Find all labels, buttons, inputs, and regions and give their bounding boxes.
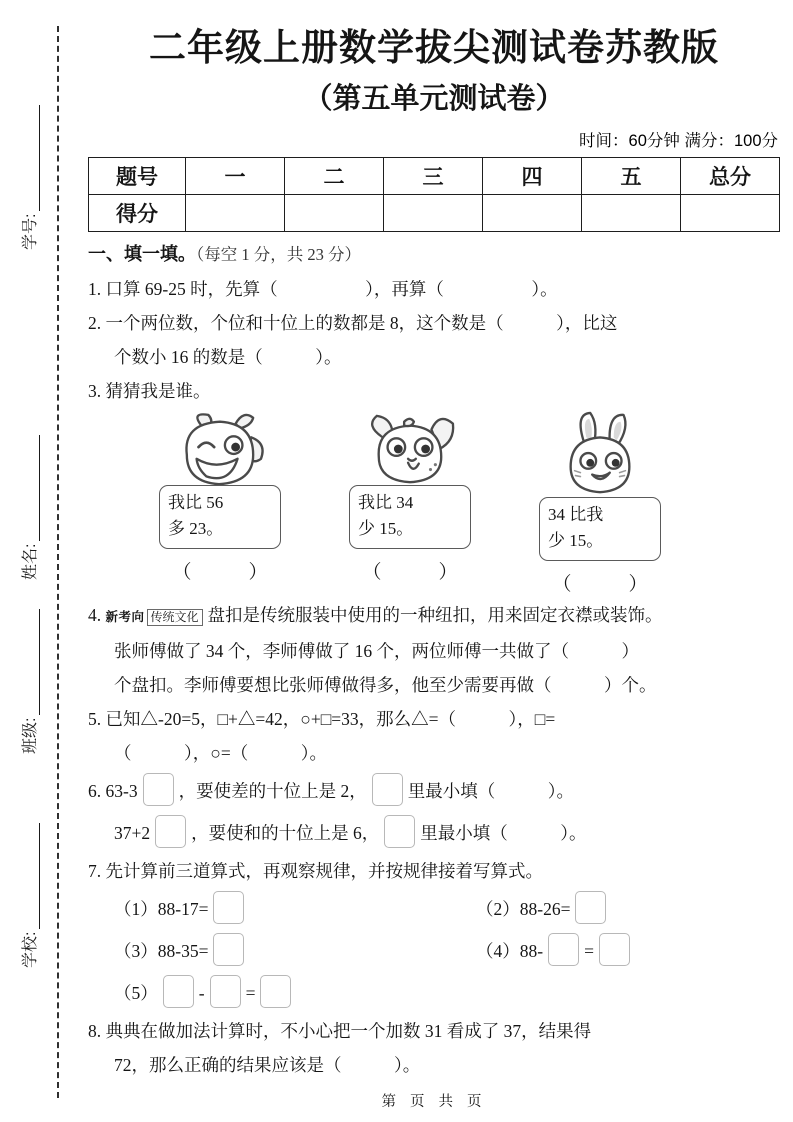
q6-line2-mid: ，要使和的十位上是 6，	[191, 823, 380, 844]
question-5-line1: 5. 已知△-20=5，□+△=42，○+□=33，那么△=（ ），□=	[88, 709, 556, 730]
goat-sign-line2: 多 23。	[168, 519, 224, 539]
score-table-score-row	[89, 195, 780, 232]
figure-goat	[154, 410, 286, 596]
score-table-cell-5: 五	[582, 158, 681, 195]
rabbit-illustration	[548, 410, 652, 502]
margin-field-class	[16, 574, 40, 754]
new-topic-badge: 新考向	[105, 610, 145, 625]
dog-illustration	[358, 410, 462, 490]
rabbit-answer-blank: （ ）	[552, 574, 648, 596]
dog-answer-blank: （ ）	[362, 562, 458, 584]
rabbit-sign-line2: 少 15。	[548, 531, 604, 551]
q7-item-5-equals: =	[245, 983, 256, 1004]
q7-item-5-minus: -	[198, 983, 205, 1004]
goat-sign-line1: 我比 56	[168, 493, 224, 513]
q6-line2-ref-box	[384, 815, 415, 848]
question-7-row3	[88, 972, 780, 1014]
margin-field-school	[16, 788, 40, 968]
q7-item-4-text: （4）88-	[476, 941, 544, 962]
question-2-line1: 2. 一个两位数，个位和十位上的数都是 8，这个数是（ ），比这	[88, 313, 618, 334]
school-label: 学校:	[22, 931, 39, 968]
section-one-note: （每空 1 分，共 23 分）	[196, 245, 361, 265]
question-2-line2: 个数小 16 的数是（ ）。	[114, 347, 342, 368]
q7-item-3	[114, 930, 476, 972]
name-label: 姓名:	[22, 543, 39, 580]
score-blank-cell	[384, 195, 483, 232]
q7-item-4-answer-box	[599, 933, 630, 966]
q7-item-1-answer-box	[213, 891, 244, 924]
q7-item-5-subtrahend-box	[210, 975, 241, 1008]
page-footer: 第 页 共 页	[381, 1094, 487, 1111]
question-4-line2: 张师傅做了 34 个，李师傅做了 16 个，两位师傅一共做了（ ）	[114, 641, 639, 662]
class-label: 班级:	[22, 717, 39, 754]
page-subtitle: （第五单元测试卷）	[303, 83, 565, 116]
margin-field-name	[16, 400, 40, 580]
score-table-cell-4: 四	[483, 158, 582, 195]
q7-item-5	[114, 972, 476, 1014]
dog-sign	[349, 485, 471, 549]
q7-item-4-equals: =	[584, 941, 594, 962]
score-blank-cell	[681, 195, 780, 232]
q7-item-3-text: （3）88-35=	[114, 941, 209, 962]
student-id-label: 学号:	[22, 213, 39, 250]
question-4-text1: 盘扣是传统服装中使用的一种纽扣，用来固定衣襟或装饰。	[207, 605, 663, 626]
figure-rabbit	[534, 410, 666, 596]
q7-item-1	[114, 888, 476, 930]
question-4-number: 4.	[88, 605, 102, 626]
question-8-line1: 8. 典典在做加法计算时，不小心把一个加数 31 看成了 37，结果得	[88, 1021, 592, 1042]
rabbit-sign-line1: 34 比我	[548, 505, 604, 525]
q7-item-2	[476, 888, 780, 930]
seal-dashed-line	[57, 26, 59, 1098]
name-blank-line	[22, 435, 40, 541]
margin-field-student-id	[16, 70, 40, 250]
score-blank-cell	[483, 195, 582, 232]
score-table-cell-total: 总分	[681, 158, 780, 195]
score-blank-cell	[582, 195, 681, 232]
class-blank-line	[22, 609, 40, 715]
goat-illustration	[168, 410, 272, 490]
section-one-title: 一、填一填。	[88, 244, 196, 265]
school-blank-line	[22, 823, 40, 929]
question-3-stem: 3. 猜猜我是谁。	[88, 381, 211, 402]
q6-line2-digit-box	[155, 815, 186, 848]
q7-item-5-text: （5）	[114, 983, 158, 1004]
q7-item-2-answer-box	[575, 891, 606, 924]
question-8-line2: 72，那么正确的结果应该是（ ）。	[114, 1055, 421, 1076]
question-5-line2: （ ），○=（ ）。	[114, 743, 327, 764]
q7-item-1-text: （1）88-17=	[114, 899, 209, 920]
q6-line1-ref-box	[372, 773, 403, 806]
q6-line1-post: 里最小填（ ）。	[407, 781, 574, 802]
question-6-line2	[88, 812, 780, 854]
q7-item-2-text: （2）88-26=	[476, 899, 571, 920]
q7-item-5-minuend-box	[163, 975, 194, 1008]
q7-item-4	[476, 930, 780, 972]
question-7-row2	[88, 930, 780, 972]
traditional-culture-badge: 传统文化	[147, 609, 203, 626]
q6-line1-mid: ，要使差的十位上是 2，	[178, 781, 367, 802]
q7-item-3-answer-box	[213, 933, 244, 966]
question-3-figures	[88, 410, 780, 596]
q6-line1-pre: 6. 63-3	[88, 781, 138, 802]
score-table-cell-timu: 题号	[89, 158, 186, 195]
score-table-cell-3: 三	[384, 158, 483, 195]
question-1: 1. 口算 69-25 时，先算（ ），再算（ ）。	[88, 279, 558, 300]
score-blank-cell	[285, 195, 384, 232]
student-id-blank-line	[22, 105, 40, 211]
question-4-line1	[88, 598, 780, 634]
dog-sign-line2: 少 15。	[358, 519, 414, 539]
score-table-cell-1: 一	[186, 158, 285, 195]
dog-sign-line1: 我比 34	[358, 493, 414, 513]
score-blank-cell	[186, 195, 285, 232]
question-6-line1	[88, 770, 780, 812]
question-7-row1	[88, 888, 780, 930]
page-title: 二年级上册数学拔尖测试卷苏教版	[149, 27, 719, 68]
section-one-heading	[88, 241, 780, 268]
score-row-label: 得分	[89, 195, 186, 232]
goat-answer-blank: （ ）	[172, 562, 268, 584]
score-table-cell-2: 二	[285, 158, 384, 195]
time-score-info: 时间：60分钟 满分：100分	[579, 132, 778, 151]
question-7-stem: 7. 先计算前三道算式，再观察规律，并按规律接着写算式。	[88, 861, 543, 882]
q6-line1-digit-box	[143, 773, 174, 806]
score-table	[88, 157, 780, 232]
q6-line2-post: 里最小填（ ）。	[420, 823, 587, 844]
question-4-line3: 个盘扣。李师傅要想比张师傅做得多，他至少需要再做（ ）个。	[114, 675, 657, 696]
q7-item-5-answer-box	[260, 975, 291, 1008]
figure-dog	[344, 410, 476, 596]
q7-item-4-subtrahend-box	[548, 933, 579, 966]
q6-line2-pre: 37+2	[114, 823, 151, 844]
score-table-header-row	[89, 158, 780, 195]
rabbit-sign	[539, 497, 661, 561]
goat-sign	[159, 485, 281, 549]
